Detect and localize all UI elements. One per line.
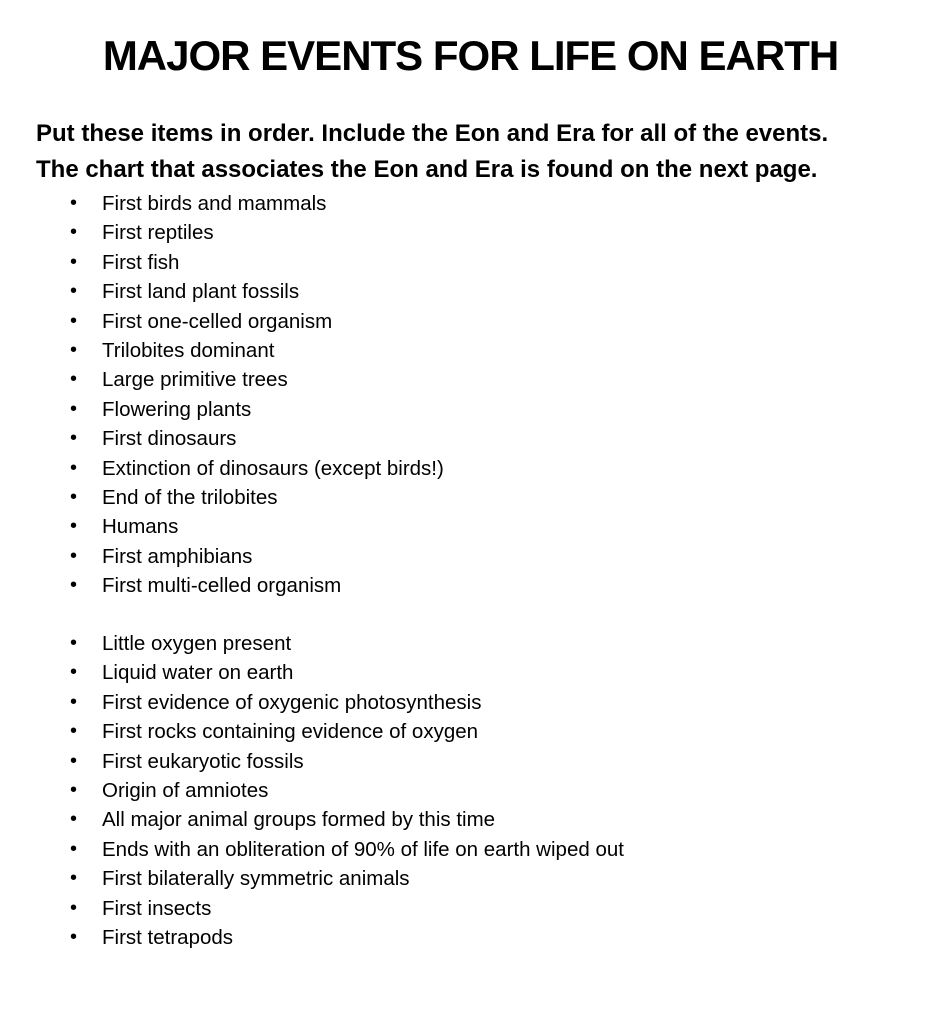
bullet-icon: • [70, 221, 78, 244]
bullet-icon: • [70, 368, 78, 391]
list-item-text: Ends with an obliteration of 90% of life on earth wiped out [102, 837, 624, 861]
list-item-text: Trilobites dominant [102, 338, 275, 362]
bullet-icon: • [70, 896, 78, 919]
list-item-text: Little oxygen present [102, 632, 292, 655]
bullet-icon: • [70, 544, 78, 567]
instructions-line-1: Put these items in order. Include the Eon and Era for all of the events. [36, 120, 829, 147]
bullet-icon: • [70, 690, 78, 713]
bullet-icon: • [70, 280, 78, 303]
list-item-text: First multi-celled organism [102, 574, 342, 598]
list-item-text: Extinction of dinosaurs (except birds!) [102, 456, 444, 480]
bullet-icon: • [70, 808, 78, 831]
bullet-icon: • [70, 427, 78, 450]
list-item-text: Flowering plants [102, 397, 252, 421]
list-item-text: First reptiles [102, 221, 214, 245]
bullet-icon: • [70, 867, 78, 890]
bullet-icon: • [70, 192, 78, 214]
list-item-text: First evidence of oxygenic photosynthesis [102, 690, 482, 714]
page-title: MAJOR EVENTS FOR LIFE ON EARTH [102, 32, 839, 79]
bullet-icon: • [70, 720, 78, 743]
bullet-icon: • [70, 250, 78, 273]
list-item-text: End of the trilobites [102, 485, 278, 509]
list-item-text: First dinosaurs [102, 427, 237, 451]
list-item-text: First birds and mammals [102, 192, 327, 215]
list-item-text: First eukaryotic fossils [102, 749, 304, 773]
bullet-icon: • [70, 837, 78, 860]
bullet-icon: • [70, 778, 78, 801]
list-item-text: Large primitive trees [102, 368, 288, 392]
list-item-text: Humans [102, 515, 179, 539]
list-item-text: First tetrapods [102, 925, 234, 949]
list-item-text: Liquid water on earth [102, 661, 294, 685]
list-item-text: First insects [102, 896, 212, 920]
bullet-icon: • [70, 397, 78, 420]
instructions [36, 116, 926, 188]
list-item-text: All major animal groups formed by this time [102, 808, 496, 832]
bullet-icon: • [70, 485, 78, 508]
bullet-icon: • [70, 309, 78, 332]
bullet-icon: • [70, 515, 78, 538]
bullet-icon: • [70, 925, 78, 948]
bullet-icon: • [70, 632, 78, 654]
list-item-text: First amphibians [102, 544, 253, 568]
bullet-icon: • [70, 749, 78, 772]
bullet-icon: • [70, 574, 78, 597]
bullet-icon: • [70, 338, 78, 361]
bullet-icon: • [70, 456, 78, 479]
bullet-icon: • [70, 661, 78, 684]
list-item-text: First bilaterally symmetric animals [102, 867, 410, 891]
instructions-line-2: The chart that associates the Eon and Era is found on the next page. [36, 156, 818, 183]
list-item-text: Origin of amniotes [102, 778, 269, 802]
list-item-text: First land plant fossils [102, 280, 300, 304]
list-item-text: First fish [102, 250, 180, 274]
list-item-text: First one-celled organism [102, 309, 333, 333]
list-item-text: First rocks containing evidence of oxygen [102, 720, 479, 744]
